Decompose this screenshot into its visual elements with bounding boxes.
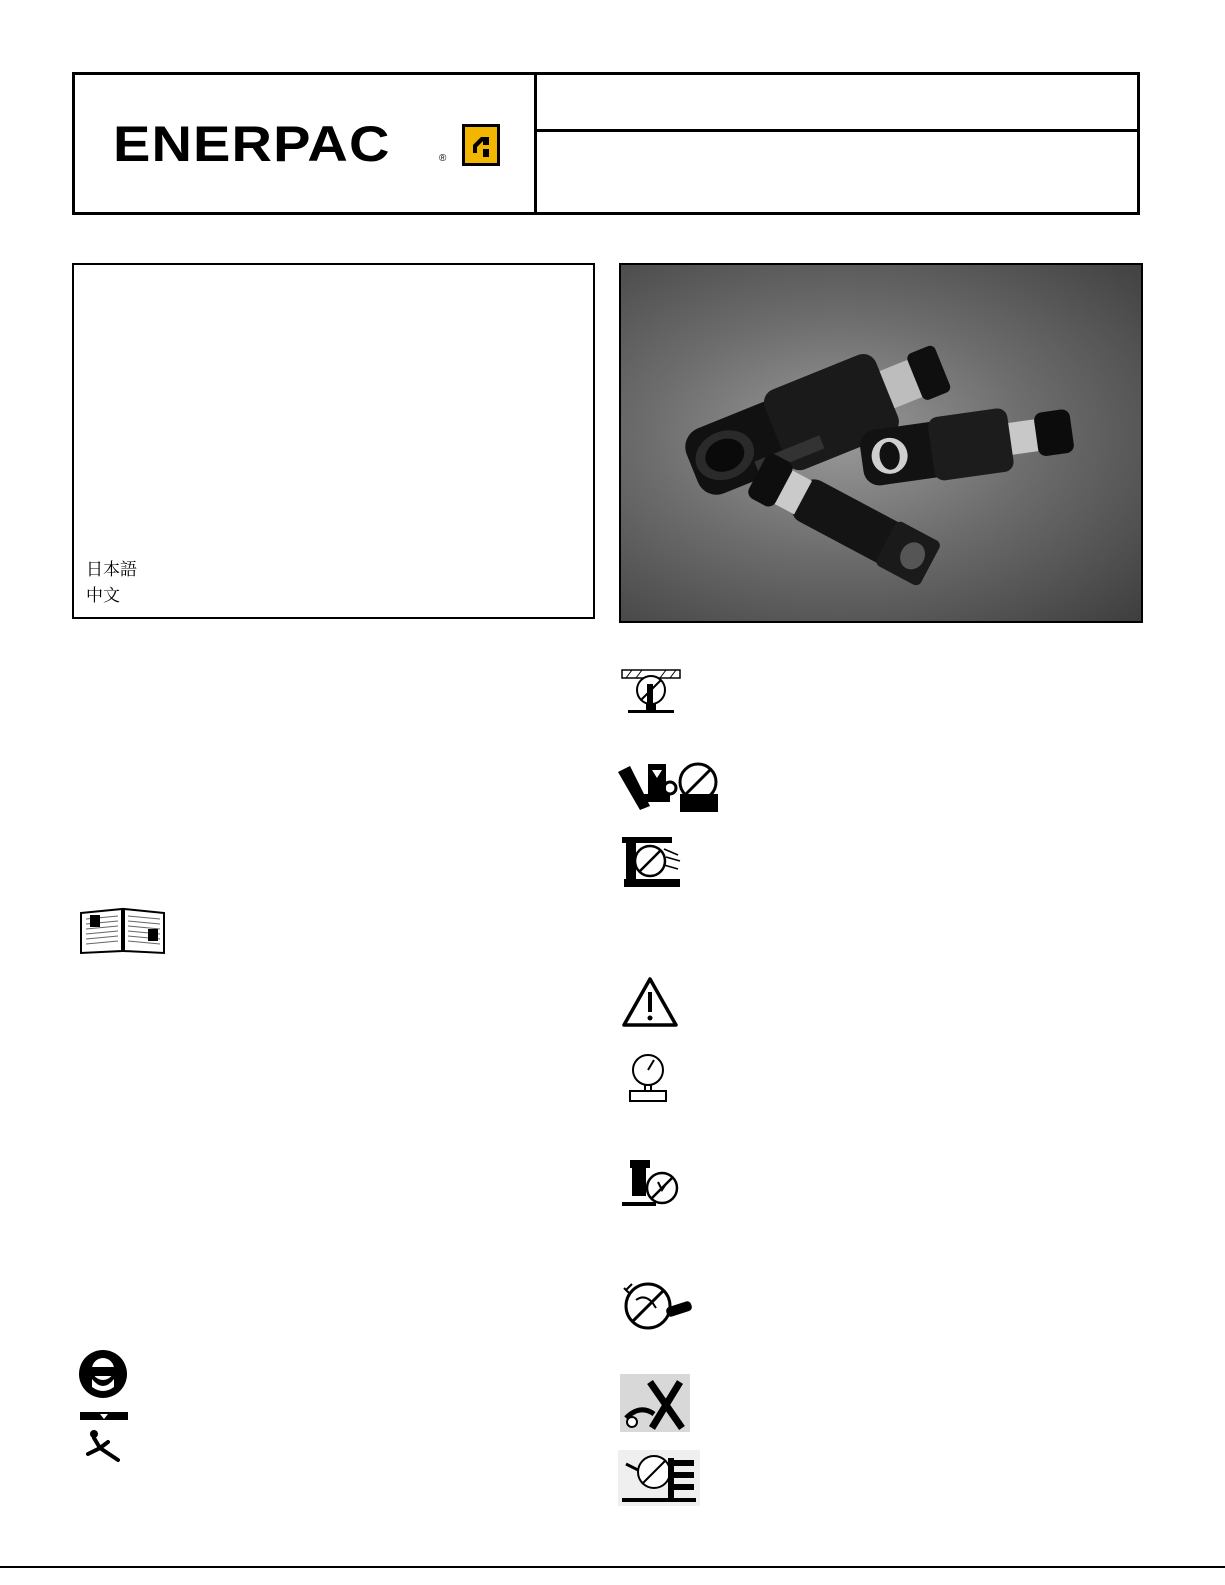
off-center-load-icon <box>620 1158 680 1208</box>
product-photo <box>619 263 1143 623</box>
crush-hazard-icon <box>616 760 720 814</box>
enerpac-logo: ENERPAC <box>113 116 391 172</box>
no-hands-icon <box>620 1280 696 1334</box>
registered-mark: ® <box>439 153 447 164</box>
no-hose-kink-icon <box>620 1374 690 1432</box>
footer-divider <box>0 1566 1225 1568</box>
no-overload-icon <box>620 835 682 889</box>
language-chinese[interactable]: 中文 <box>86 586 120 605</box>
no-tool-misuse-icon <box>618 1450 700 1506</box>
safety-goggles-icon <box>78 1349 128 1399</box>
pressure-gauge-icon <box>626 1052 670 1104</box>
title-cell-top <box>537 75 1137 132</box>
language-index-box <box>72 263 595 619</box>
falling-load-icon <box>78 1410 130 1464</box>
language-japanese[interactable]: 日本語 <box>86 560 137 579</box>
nut-splitters-image <box>621 265 1143 623</box>
header-frame <box>72 72 1140 215</box>
logo-panel <box>75 75 537 212</box>
enerpac-logo-icon <box>461 123 501 167</box>
load-centering-icon <box>620 668 682 716</box>
manual-book-icon <box>78 905 168 957</box>
warning-triangle-icon <box>621 976 679 1028</box>
